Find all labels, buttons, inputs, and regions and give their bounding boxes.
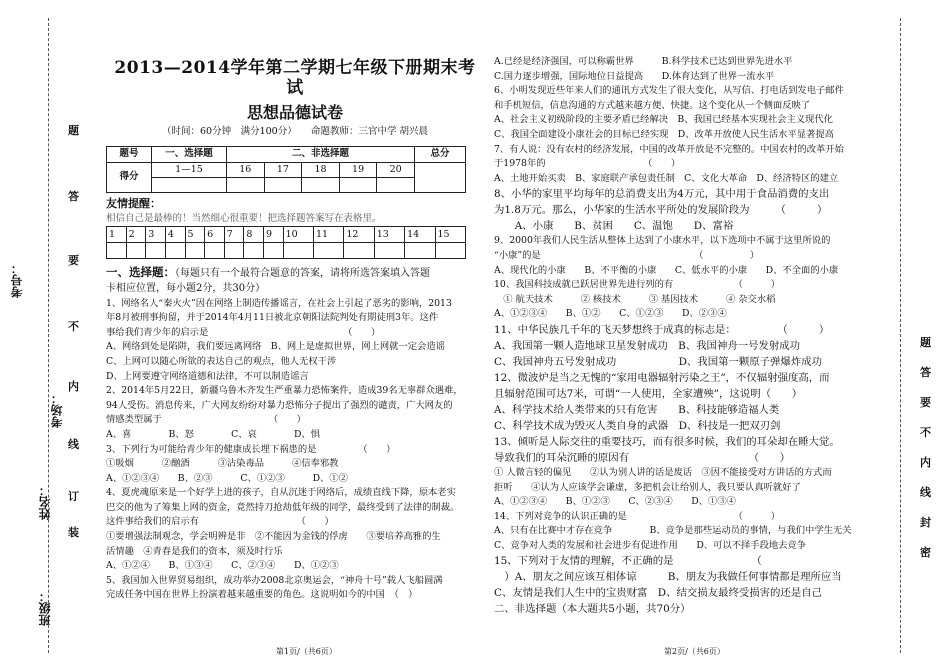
answer-number-cell: 2 [126, 227, 146, 243]
answer-number-cell: 12 [344, 227, 374, 243]
question-line: 10、我国科技成就已跃居世界先进行列的有 （ ） [494, 279, 781, 291]
answer-blank-cell[interactable] [107, 243, 127, 259]
margin-char: 答 [68, 190, 79, 203]
margin-char: 不 [68, 320, 79, 333]
question-line: “小康”的是 （ ） [494, 249, 760, 261]
answer-blank-cell[interactable] [146, 243, 166, 259]
question-line: 7、有人说：没有农村的经济发展，中国的改革开放是不完整的。中国农村的改革开始 [494, 143, 844, 155]
name-label: 姓名： [38, 484, 52, 520]
answer-number-cell: 13 [374, 227, 404, 243]
margin-char: 订 [68, 490, 79, 503]
answer-blank-cell[interactable] [224, 243, 244, 259]
margin-char: 线 [920, 486, 931, 499]
question-line: 11、中华民族几千年的飞天梦想终于成真的标志是： （ ） [494, 323, 830, 336]
answer-blank-cell[interactable] [283, 243, 313, 259]
score-cell: 17 [264, 162, 302, 178]
answer-blank-cell[interactable] [374, 243, 404, 259]
question-line: A、现代化的小康 B、不平衡的小康 C、低水平的小康 D、不全面的小康 [494, 264, 839, 276]
question-line: 12、微波炉是当之无愧的“家用电器辐射污染之王”，不仅辐射强度高，而 [494, 371, 830, 384]
question-line: 于1978年的 （ ） [494, 158, 681, 170]
question-line: A、土地开始买卖 B、家庭联产承包责任制 C、文化大革命 D、经济特区的建立 [494, 172, 839, 184]
score-blank[interactable] [227, 178, 265, 193]
question-line: 13、倾听是人际交往的重要技巧，而有很多时候，我们的耳朵却在睡大觉。 [494, 435, 840, 448]
tip-text: 相信自己是最棒的！当然细心很重要！把选择题答案写在表格里。 [106, 212, 382, 224]
answer-number-cell: 7 [224, 227, 244, 243]
question-line: 二、非选择题（本大题共5小题，共70分） [494, 603, 691, 616]
question-line: 为1.8万元。那么，小华家的生活水平所处的发展阶段为 （ ） [494, 204, 828, 217]
right-page-column [494, 55, 878, 617]
score-total-cell[interactable] [415, 162, 466, 193]
question-line: 导致我们的耳朵沉睡的原因有 （ ） [494, 451, 791, 464]
answer-blank-cell[interactable] [344, 243, 374, 259]
question-line: 94人受伤。消息传来，广大网友纷纷对暴力恐怖分子提出了强烈的谴责，广大网友的 [106, 399, 453, 411]
question-line: A、①②③④ B、①②③ C、②③④ D、①③④ [494, 496, 736, 508]
section1-desc2: 卡相应位置，每小题2分，共30分） [106, 282, 266, 294]
right-binding-margin [890, 0, 950, 671]
answer-blank-cell[interactable] [205, 243, 225, 259]
margin-char: 要 [920, 396, 931, 409]
question-line: C、竞争对人类的发展和社会进步有促进作用 D、可以不择手段地去竞争 [494, 539, 807, 551]
question-line: 活情趣 ④青春是我们的资本，须及时行乐 [106, 545, 283, 557]
exam-room-label: 考场： [50, 392, 64, 428]
question-line: 15、下列对于友情的理解，不正确的是 （ [494, 555, 762, 568]
question-line: A、社会主义初级阶段的主要矛盾已经解决 B、我国已经基本实现社会主义现代化 [494, 114, 833, 126]
question-line: A.已经是经济强国，可以称霸世界 B.科学技术已达到世界先进水平 [494, 56, 793, 67]
question-line: 和手机短信，信息沟通的方式越来越方便、快捷。这个变化从一个侧面反映了 [494, 99, 811, 111]
question-line: 这件事给我们的启示有 （ ） [106, 516, 334, 528]
answer-blank-cell[interactable] [185, 243, 205, 259]
question-line: C、上网可以随心所欲的表达自己的观点，他人无权干涉 [106, 355, 337, 367]
answer-number-cell: 1 [107, 227, 127, 243]
right-questions-b [494, 186, 878, 234]
left-page-column [106, 54, 484, 603]
exam-number-label: 考号： [10, 262, 24, 298]
answer-number-cell: 9 [264, 227, 284, 243]
question-line: C、科学技术成为毁灭人类自身的武器 D、科技是一把双刃剑 [494, 419, 781, 432]
right-questions-c [494, 234, 878, 322]
answer-number-cell: 5 [185, 227, 205, 243]
score-blank[interactable] [152, 178, 227, 193]
answer-blank-cell[interactable] [244, 243, 264, 259]
answer-number-cell: 6 [205, 227, 225, 243]
tip-title: 友情提醒： [106, 197, 161, 211]
question-line: 完成任务中国在世界上扮演着越来越重要的角色。这说明如今的中国 （ ） [106, 589, 418, 601]
score-cell: 19 [339, 162, 377, 178]
margin-char: 不 [920, 426, 931, 439]
score-blank[interactable] [302, 178, 340, 193]
page-footer-right: 第2页/（共6页） [664, 647, 725, 656]
answer-blank-cell[interactable] [165, 243, 185, 259]
section1-heading [106, 265, 484, 282]
answer-number-cell: 4 [165, 227, 185, 243]
answer-number-cell: 10 [283, 227, 313, 243]
margin-char: 内 [920, 456, 931, 469]
question-line: D、上网要遵守网络道德和法律，不可以制造谣言 [106, 370, 309, 382]
exam-title: 2013—2014学年第二学期七年级下册期末考试 [114, 58, 476, 98]
margin-char: 答 [920, 366, 931, 379]
left-dashed-line [48, 18, 49, 653]
margin-char: 装 [68, 526, 79, 539]
left-questions [106, 297, 484, 603]
score-cell: 1—15 [152, 162, 227, 178]
question-line: 9、2000年我们人民生活从整体上达到了小康水平，以下选项中不属于这里所说的 [494, 235, 831, 247]
score-blank[interactable] [339, 178, 377, 193]
question-line: A、小康 B、贫困 C、温饱 D、富裕 [494, 220, 734, 233]
right-questions-d [494, 322, 878, 466]
margin-char: 题 [920, 336, 931, 349]
margin-char: 封 [920, 516, 931, 529]
question-line: A、网络到处是陷阱，我们要远离网络 B、网上是虚拟世界，网上网就一定会造谣 [106, 341, 445, 353]
answer-blank-cell[interactable] [314, 243, 344, 259]
score-header-cell: 总分 [415, 147, 466, 163]
score-cell: 20 [377, 162, 415, 178]
question-line: C.国力逐步增强，国际地位日益提高 D.体育达到了世界一流水平 [494, 70, 775, 82]
question-line: 年8月被刑事拘留，并于2014年4月11日被北京朝阳法院判处有期徒刑3年。这件 [106, 312, 439, 324]
margin-char: 内 [68, 380, 79, 393]
section1-title: 一、选择题： [106, 265, 175, 280]
class-label: 班级： [38, 590, 52, 626]
margin-char: 密 [920, 546, 931, 559]
question-line: A、①②③④ B、①② C、①②③ D、②③④ [494, 308, 727, 320]
question-line: A、喜 B、怒 C、哀 D、惧 [106, 428, 321, 440]
right-questions-f [494, 553, 878, 617]
answer-number-cell: 11 [314, 227, 344, 243]
question-line: C、我国全面建设小康社会的目标已经实现 D、改革开放使人民生活水平显著提高 [494, 128, 834, 140]
right-questions-a [494, 55, 878, 186]
exam-info: （时间：60分钟 满分100分） 命题教师：三官中学 胡兴晨 [162, 126, 428, 137]
right-dashed-line [900, 18, 901, 653]
question-line: 6、小明发现近些年来人们的通讯方式发生了很大变化，从写信、打电话到发电子邮件 [494, 85, 844, 97]
question-line: ① 人微言轻的偏见 ②认为别人讲的话是废话 ③因不能接受对方讲话的方式而 [494, 466, 832, 478]
margin-char: 线 [68, 438, 79, 451]
question-line: ①吸烟 ②酗酒 ③沾染毒品 ④信奉邪教 [106, 458, 339, 470]
margin-char: 题 [68, 124, 79, 137]
left-binding-margin [0, 0, 100, 671]
question-line: 4、夏虎魂原来是一个好学上进的孩子，自从沉迷于网络后，成绩直线下降，原本老实 [106, 487, 456, 499]
question-line: A、①②④ B、①③④ C、②③④ D、①②③ [106, 560, 339, 572]
score-cell: 16 [227, 162, 265, 178]
question-line: 14、下列对竞争的认识正确的是 （ ） [494, 510, 781, 522]
score-row-label: 得分 [107, 162, 152, 193]
question-line: 且辐射范围可达7米，可谓“一人使用，全家遭殃”，这说明（ ） [494, 387, 803, 400]
question-line: 3、下列行为可能给青少年的健康成长埋下祸患的是 （ ） [106, 443, 396, 455]
question-line: C、友情是我们人生中的宝贵财富 D、结交损友最终受损害的还是自己 [494, 587, 822, 600]
question-line: 拒听 ④认为人应该学会谦虚，多把机会让给别人，我只要认真听就好了 [494, 481, 801, 493]
score-header-cell: 二、非选择题 [227, 147, 415, 163]
question-line: A、科学技术给人类带来的只有危害 B、科技能够造福人类 [494, 403, 780, 416]
question-line: 1、网络名人“秦火火”因在网络上制造传播谣言，在社会上引起了恶劣的影响，2013 [106, 297, 452, 309]
exam-subtitle: 思想品德试卷 [246, 103, 343, 122]
page-footer-left: 第1页/（共6页） [276, 647, 337, 656]
question-line: 5、我国加入世界贸易组织，成功举办2008北京奥运会，“神舟十号”载人飞船圆满 [106, 574, 443, 586]
question-line: 巴交的他为了筹集上网的资金，竟然持刀抢劫低年级的同学，最终受到了法律的制裁。 [106, 501, 460, 513]
question-line: C、我国神舟五号发射成功 D、我国第一颗原子弹爆炸成功 [494, 355, 822, 368]
question-line: 情感类型属于 （ ） [106, 414, 306, 426]
question-line: ）A、朋友之间应该互相体谅 B、朋友为我做任何事情都是理所应当 [494, 571, 842, 584]
answer-number-cell: 15 [435, 227, 466, 243]
answer-table [106, 226, 466, 259]
answer-number-cell: 14 [405, 227, 435, 243]
question-line: A、只有在比赛中才存在竞争 B、竞争是那些运动员的事情，与我们中学生无关 [494, 525, 852, 537]
question-line: ①要增强法制观念，学会明辨是非 ②不能因为金钱的俘虏 ③要培养高雅的生 [106, 531, 441, 543]
right-questions-e [494, 466, 878, 554]
answer-blank-cell[interactable] [126, 243, 146, 259]
question-line: A、①②③④ B、②③ C、①②③ D、①② [106, 472, 348, 484]
answer-number-cell: 8 [244, 227, 264, 243]
question-line: ① 航天技术 ② 核技术 ③ 基因技术 ④ 杂交水稻 [494, 293, 776, 305]
question-line: 2、2014年5月22日，新疆乌鲁木齐发生严重暴力恐怖案件，造成39名无辜群众遇难， [106, 385, 463, 397]
score-blank[interactable] [264, 178, 302, 193]
section1-desc: （每题只有一个最符合题意的答案，请将所选答案填入答题 [175, 268, 430, 280]
answer-blank-cell[interactable] [264, 243, 284, 259]
answer-blank-cell[interactable] [405, 243, 435, 259]
score-header-cell: 一、选择题 [152, 147, 227, 163]
score-blank[interactable] [377, 178, 415, 193]
answer-number-cell: 3 [146, 227, 166, 243]
question-line: A、我国第一颗人造地球卫星发射成功 B、我国神舟一号发射成功 [494, 339, 801, 352]
score-table [106, 146, 466, 193]
score-cell: 18 [302, 162, 340, 178]
margin-char: 要 [68, 254, 79, 267]
question-line: 8、小华的家里平均每年的总消费支出为4万元，其中用于食品消费的支出 [494, 188, 830, 201]
question-line: 事给我们青少年的启示是 （ ） [106, 326, 381, 338]
score-header-cell: 题号 [107, 147, 152, 163]
answer-blank-cell[interactable] [435, 243, 466, 259]
